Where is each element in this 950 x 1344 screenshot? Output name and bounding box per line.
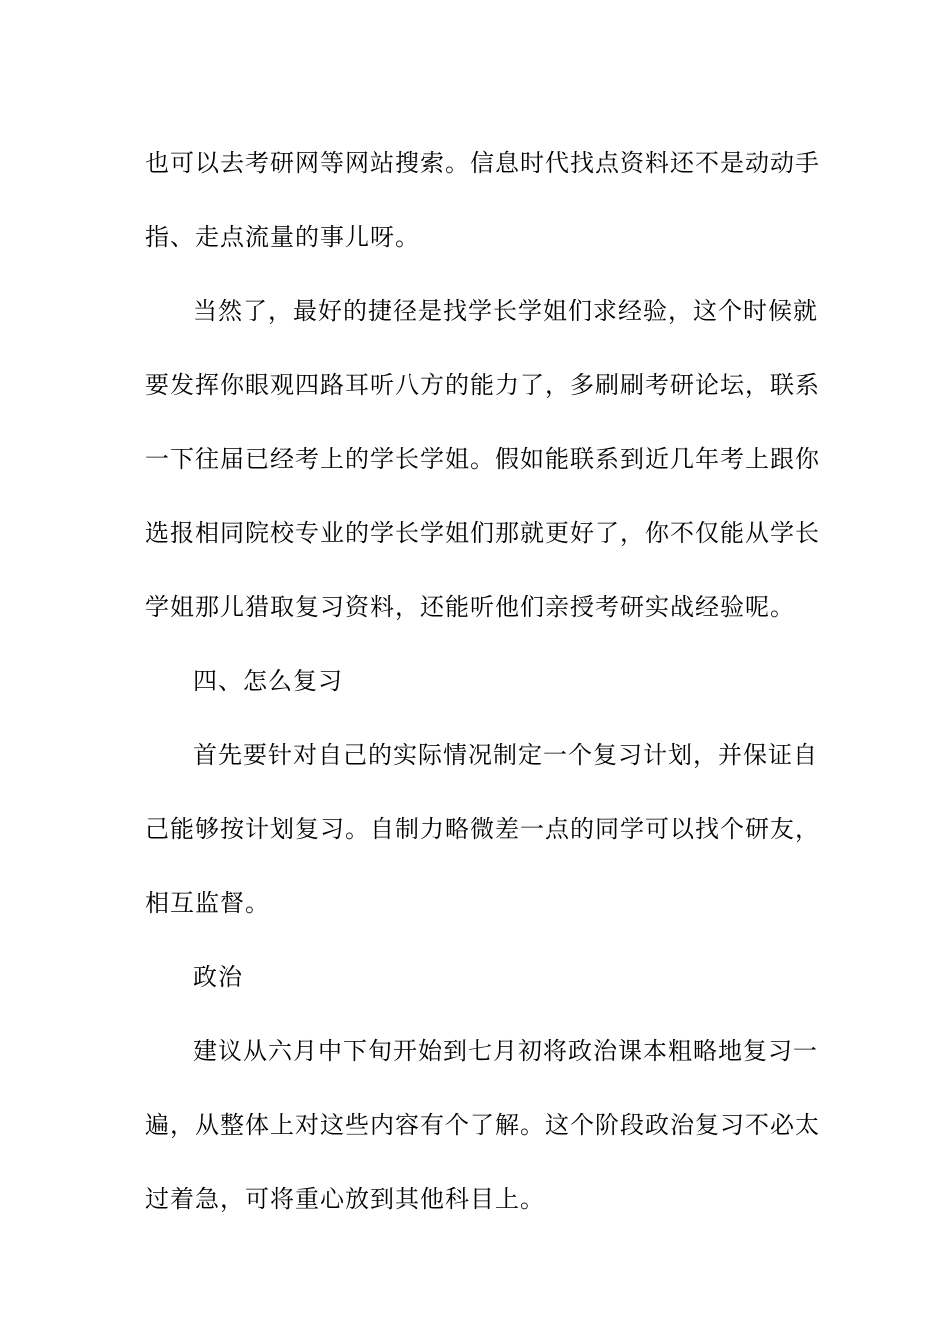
subsection-heading-text: 政治 xyxy=(193,963,243,991)
text-line: 学姐那儿猎取复习资料，还能听他们亲授考研实战经验呢。 xyxy=(145,593,795,621)
paragraph-3 xyxy=(145,718,820,940)
section-heading-how-to-review xyxy=(145,644,807,718)
document-body xyxy=(145,126,820,1236)
text-line: 选报相同院校专业的学长学姐们那就更好了，你不仅能从学长 xyxy=(145,519,820,547)
text-line: 建议从六月中下旬开始到七月初将政治课本粗略地复习一 xyxy=(193,1037,818,1065)
text-line: 也可以去考研网等网站搜索。信息时代找点资料还不是动动手 xyxy=(145,149,820,177)
paragraph-2 xyxy=(145,274,820,644)
text-line: 己能够按计划复习。自制力略微差一点的同学可以找个研友， xyxy=(145,815,820,843)
text-line: 首先要针对自己的实际情况制定一个复习计划，并保证自 xyxy=(193,741,818,769)
section-heading-text: 四、怎么复习 xyxy=(193,667,343,695)
text-line: 要发挥你眼观四路耳听八方的能力了，多刷刷考研论坛，联系 xyxy=(145,371,820,399)
text-line: 指、走点流量的事儿呀。 xyxy=(145,223,420,251)
paragraph-1 xyxy=(145,126,820,274)
text-line: 相互监督。 xyxy=(145,889,270,917)
text-line: 过着急，可将重心放到其他科目上。 xyxy=(145,1185,545,1213)
text-line: 当然了，最好的捷径是找学长学姐们求经验，这个时候就 xyxy=(193,297,818,325)
text-line: 一下往届已经考上的学长学姐。假如能联系到近几年考上跟你 xyxy=(145,445,820,473)
subsection-heading-politics xyxy=(145,940,807,1014)
text-line: 遍，从整体上对这些内容有个了解。这个阶段政治复习不必太 xyxy=(145,1111,820,1139)
paragraph-4 xyxy=(145,1014,820,1236)
